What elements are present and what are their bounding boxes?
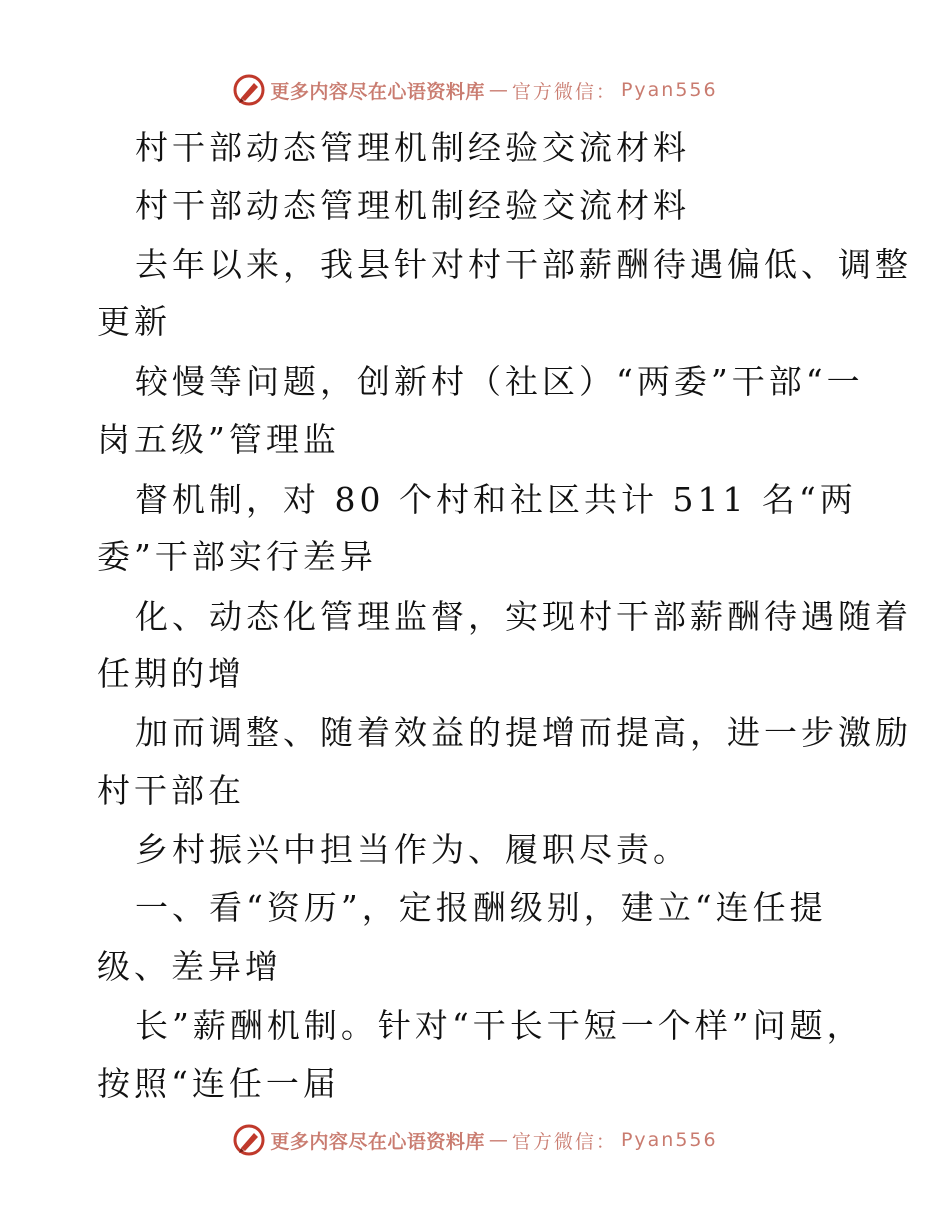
paragraph-line: 委”干部实行差异 <box>97 537 377 576</box>
paragraph-line: 更新 <box>97 302 171 341</box>
doc-title-line: 村干部动态管理机制经验交流材料 <box>135 186 690 225</box>
footer-banner <box>0 1120 950 1160</box>
paragraph-line: 岗五级”管理监 <box>97 420 340 459</box>
section-heading-line: 级、差异增 <box>97 947 282 986</box>
paragraph-line: 村干部在 <box>97 771 245 810</box>
paragraph-line: 较慢等问题，创新村（社区）“两委”干部“一 <box>135 362 864 401</box>
banner-separator: — <box>488 1129 508 1151</box>
wechat-label: 官方微信： <box>511 1130 617 1153</box>
promo-text: 更多内容尽在心语资料库 <box>270 80 485 103</box>
wechat-id: Pyan556 <box>620 79 718 101</box>
paragraph-line: 任期的增 <box>97 654 245 693</box>
section-heading-line: 一、看“资历”，定报酬级别，建立“连任提 <box>135 888 827 927</box>
paragraph-line: 乡村振兴中担当作为、履职尽责。 <box>135 830 690 869</box>
header-banner <box>0 70 950 110</box>
wechat-id: Pyan556 <box>620 1129 718 1151</box>
pen-logo-icon <box>232 1123 266 1157</box>
wechat-label: 官方微信： <box>511 80 617 103</box>
banner-separator: — <box>488 79 508 101</box>
promo-text: 更多内容尽在心语资料库 <box>270 1130 485 1153</box>
paragraph-line: 去年以来，我县针对村干部薪酬待遇偏低、调整 <box>135 245 912 284</box>
paragraph-line: 加而调整、随着效益的提增而提高，进一步激励 <box>135 713 912 752</box>
paragraph-line: 长”薪酬机制。针对“干长干短一个样”问题， <box>135 1006 864 1045</box>
pen-logo-icon <box>232 73 266 107</box>
paragraph-line: 按照“连任一届 <box>97 1064 340 1103</box>
paragraph-line: 督机制，对 80 个村和社区共计 511 名“两 <box>135 480 857 519</box>
paragraph-line: 化、动态化管理监督，实现村干部薪酬待遇随着 <box>135 597 912 636</box>
doc-title-line: 村干部动态管理机制经验交流材料 <box>135 128 690 167</box>
